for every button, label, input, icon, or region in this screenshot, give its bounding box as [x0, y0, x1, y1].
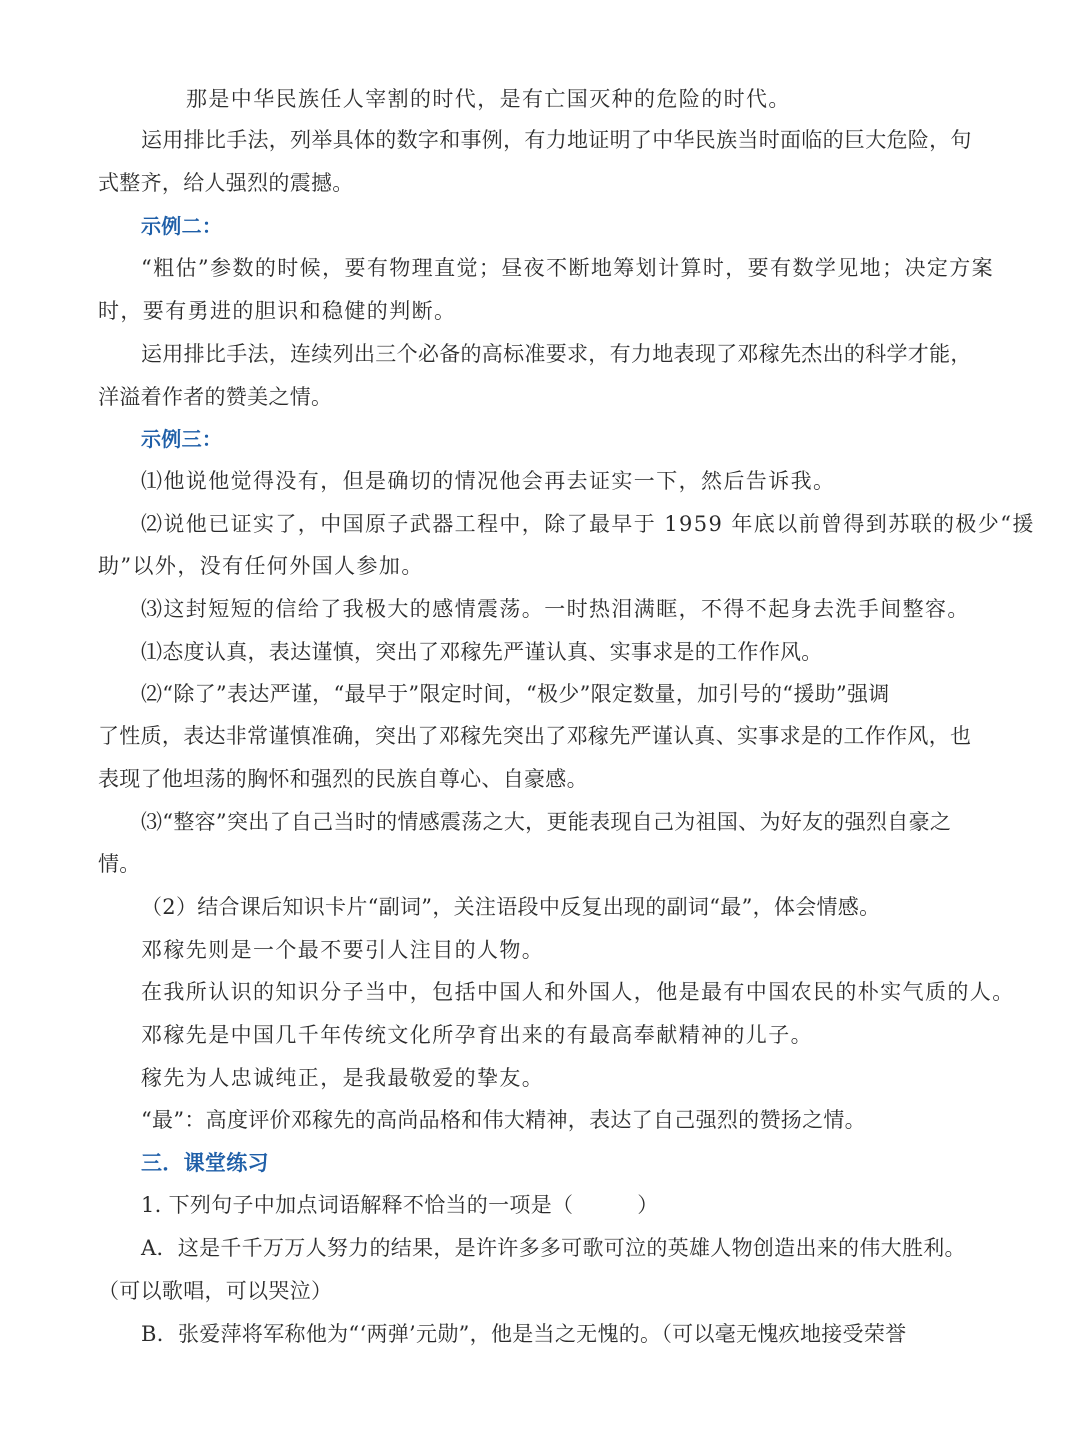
analysis-line-4: 洋溢着作者的赞美之情。 — [98, 385, 333, 409]
quote-line-1: 那是中华民族任人宰割的时代，是有亡国灭种的危险的时代。 — [186, 87, 791, 111]
answer-item-2-cont-1: 了性质，表达非常谨慎准确，突出了邓稼先突出了邓稼先严谨认真、实事求是的工作作风，也 — [98, 724, 972, 748]
superlative-analysis: “最”：高度评价邓稼先的高尚品格和伟大精神，表达了自己强烈的赞扬之情。 — [141, 1108, 866, 1132]
exercise-1-option-a-cont: （可以歌唱，可以哭泣） — [98, 1279, 333, 1303]
answer-item-3-cont: 情。 — [98, 852, 141, 876]
analysis-line-3: 运用排比手法，连续列出三个必备的高标准要求，有力地表现了邓稼先杰出的科学才能， — [141, 342, 972, 366]
quote-item-2: ⑵说他已证实了，中国原子武器工程中，除了最早于 1959 年底以前曾得到苏联的极少“援 — [141, 512, 1035, 536]
superlative-quote-1: 邓稼先则是一个最不要引人注目的人物。 — [141, 938, 545, 962]
quote-item-3: ⑶这封短短的信给了我极大的感情震荡。一时热泪满眶，不得不起身去洗手间整容。 — [141, 597, 970, 621]
analysis-line-1: 运用排比手法，列举具体的数字和事例，有力地证明了中华民族当时面临的巨大危险，句 — [141, 128, 972, 152]
example-3-heading: 示例三： — [141, 427, 223, 451]
analysis-line-2: 式整齐，给人强烈的震撼。 — [98, 171, 354, 195]
superlative-quote-3: 邓稼先是中国几千年传统文化所孕育出来的有最高奉献精神的儿子。 — [141, 1023, 813, 1047]
superlative-quote-4: 稼先为人忠诚纯正，是我最敬爱的挚友。 — [141, 1066, 545, 1090]
answer-item-3: ⑶“整容”突出了自己当时的情感震荡之大，更能表现自己为祖国、为好友的强烈自豪之 — [141, 810, 952, 834]
quote-item-2-cont: 助”以外，没有任何外国人参加。 — [98, 554, 424, 578]
quote-line-2: “粗估”参数的时候，要有物理直觉；昼夜不断地筹划计算时，要有数学见地；决定方案 — [141, 256, 995, 280]
answer-item-2: ⑵“除了”表达严谨，“最早于”限定时间，“极少”限定数量，加引号的“援助”强调 — [141, 682, 890, 706]
superlative-quote-2: 在我所认识的知识分子当中，包括中国人和外国人，他是最有中国农民的朴实气质的人。 — [141, 980, 1015, 1004]
answer-item-1: ⑴态度认真，表达谨慎，突出了邓稼先严谨认真、实事求是的工作作风。 — [141, 640, 823, 664]
exercise-1-option-b: B．张爱萍将军称他为“‘两弹’元勋”，他是当之无愧的。（可以毫无愧疚地接受荣誉 — [141, 1322, 907, 1346]
exercise-1-option-a: A．这是千千万万人努力的结果，是许许多多可歌可泣的英雄人物创造出来的伟大胜利。 — [141, 1236, 966, 1260]
task-2-prompt: （2）结合课后知识卡片“副词”，关注语段中反复出现的副词“最”，体会情感。 — [141, 895, 881, 919]
answer-item-2-cont-2: 表现了他坦荡的胸怀和强烈的民族自尊心、自豪感。 — [98, 767, 588, 791]
exercise-1-question: 1. 下列句子中加点词语解释不恰当的一项是（ ） — [141, 1193, 659, 1217]
quote-line-3: 时，要有勇进的胆识和稳健的判断。 — [98, 299, 457, 323]
quote-item-1: ⑴他说他觉得没有，但是确切的情况他会再去证实一下，然后告诉我。 — [141, 469, 836, 493]
section-3-heading: 三．课堂练习 — [141, 1151, 269, 1175]
example-2-heading: 示例二： — [141, 214, 223, 238]
